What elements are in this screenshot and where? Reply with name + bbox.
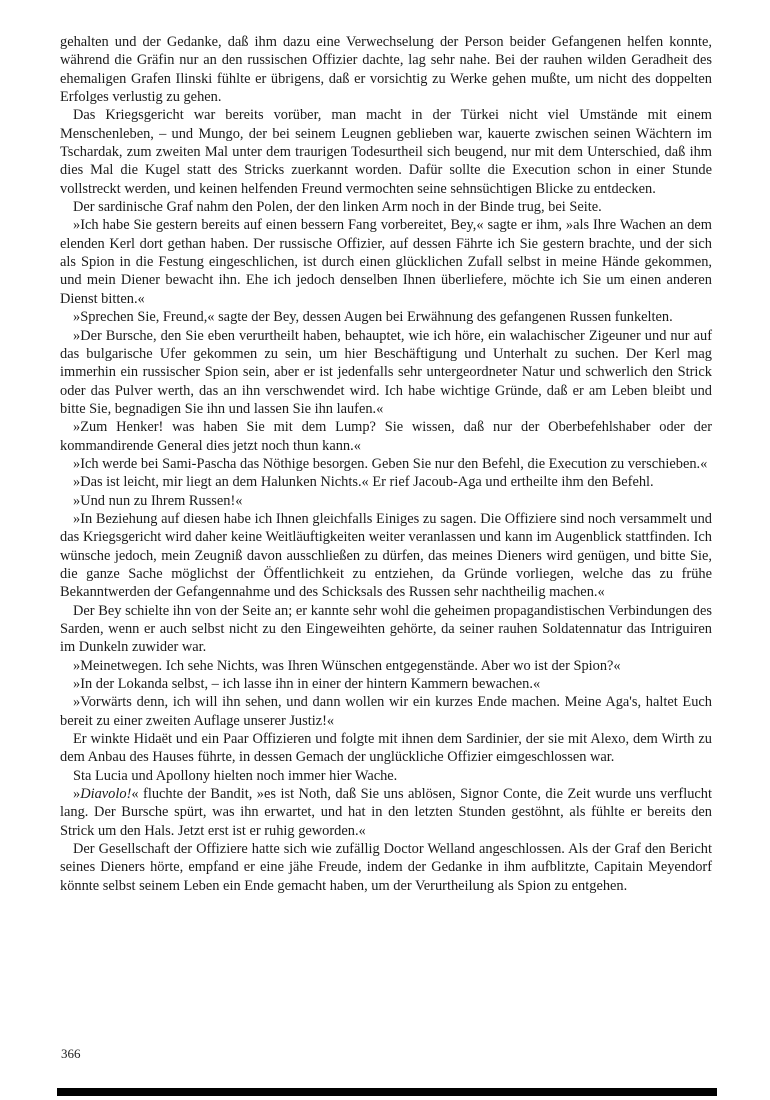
paragraph: »In Beziehung auf diesen habe ich Ihnen gleichfalls Einiges zu sagen. Die Offiziere sind noch versammelt und das Kriegsgericht wird daher keine Weitläuftigkeiten weiter veranlassen und kann im Augenblick stattfinden. Ich wünsche jedoch, mein Zeugniß davon ausschließen zu dürfen, das meines Dieners wird genügen, und bitte Sie, die ganze Sache möglichst der Öffentlichkeit zu entziehen, da Gründe vorliegen, welche das zu frühe Bekanntwerden der Gefangennahme und des Schicksals des Russen sehr nachtheilig machen.«	[60, 510, 712, 601]
paragraph: Der Bey schielte ihn von der Seite an; er kannte sehr wohl die geheimen propagandistischen Verbindungen des Sarden, wenn er auch selbst nicht zu den Eingeweihten gehörte, da seiner rauhen Soldatennatur das Intriguiren im Dunkeln zuwider war.	[60, 602, 712, 656]
paragraph: »Vorwärts denn, ich will ihn sehen, und dann wollen wir ein kurzes Ende machen. Meine Aga's, haltet Euch bereit zu einer zweiten Auflage unserer Justiz!«	[60, 694, 712, 729]
paragraph: »Das ist leicht, mir liegt an dem Halunken Nichts.« Er rief Jacoub-Aga und ertheilte ihm den Befehl.	[73, 474, 654, 491]
paragraph: Der sardinische Graf nahm den Polen, der den linken Arm noch in der Binde trug, bei Seite.	[73, 199, 602, 216]
paragraph: »Zum Henker! was haben Sie mit dem Lump? Sie wissen, daß nur der Oberbefehlshaber oder der kommandirende General dies jetzt noch thun kann.«	[60, 419, 712, 454]
paragraph: »Ich werde bei Sami-Pascha das Nöthige besorgen. Geben Sie nur den Befehl, die Execution zu verschieben.«	[73, 455, 708, 472]
paragraph-rest: « fluchte der Bandit, »es ist Noth, daß Sie uns ablösen, Signor Conte, die Zeit wurde uns verflucht lang. Der Bursche spürt, was ihn erwartet, und hat in den letzten Stunden gestöhnt, als fühlte er bereits den Strick um den Hals. Jetzt erst ist er ruhig geworden.«	[60, 786, 712, 839]
paragraph: »Der Bursche, den Sie eben verurtheilt haben, behauptet, wie ich höre, ein walachischer Zigeuner und nur auf das bulgarische Ufer gekommen zu sein, um hier Beschäftigung und Unterhalt zu suchen. Der Kerl mag immerhin ein russischer Spion sein, aber er ist jedenfalls sehr untergeordneter Natur und schwerlich den Strick oder das Pulver werth, das an ihn verschwendet wird. Ich habe wichtige Gründe, daß er am Leben bleibt und bitte Sie, begnadigen Sie ihn und lassen Sie ihn laufen.«	[60, 327, 712, 417]
paragraph: »Sprechen Sie, Freund,« sagte der Bey, dessen Augen bei Erwähnung des gefangenen Russen funkelten.	[73, 309, 673, 326]
italic-word: Diavolo!	[80, 786, 132, 803]
paragraph: »Und nun zu Ihrem Russen!«	[73, 492, 243, 509]
page-bottom-rule	[57, 1088, 717, 1096]
page-number: 366	[61, 1046, 81, 1061]
page-text	[60, 33, 712, 895]
paragraph: Er winkte Hidaët und ein Paar Offizieren und folgte mit ihnen dem Sardinier, der sie mit Alexo, dem Wirth zu dem Anbau des Hauses führte, in dessen Gemach der unglückliche Offizier eimgeschlossen war.	[60, 731, 712, 766]
paragraph: Der Gesellschaft der Offiziere hatte sich wie zufällig Doctor Welland angeschlossen. Als der Graf den Bericht seines Dieners hörte, empfand er eine jähe Freude, indem der Gedanke in ihm aufblitzte, Capitain Meyendorf könnte selbst seinem Leben ein Ende gemacht haben, um der Verurtheilung als Spion zu entgehen.	[60, 841, 712, 894]
paragraph: »Ich habe Sie gestern bereits auf einen bessern Fang vorbereitet, Bey,« sagte er ihm, »als Ihre Wachen an dem elenden Kerl dort gethan haben. Der russische Offizier, auf dessen Fährte ich Sie gestern brachte, und der sich als Spion in die Festung eingeschlichen, ist durch einen glücklichen Zufall selbst in meine Hände gekommen, und mein Diener bewacht ihn. Ehe ich jedoch denselben Ihnen überliefere, möchte ich Sie um einen anderen Dienst bitten.«	[60, 217, 712, 307]
paragraph: gehalten und der Gedanke, daß ihm dazu eine Verwechselung der Person beider Gefangenen helfen konnte, während die Gräfin nur an den russischen Offizier dachte, lag sehr nahe. Bei der rauhen wilden Geradheit des ehemaligen Grafen Ilinski fühlte er übrigens, daß er vorsichtig zu Werke gehen mußte, um nicht des doppelten Erfolges verlustig zu gehen.	[60, 34, 712, 106]
paragraph: »In der Lokanda selbst, – ich lasse ihn in einer der hintern Kammern bewachen.«	[73, 676, 541, 693]
paragraph	[60, 785, 712, 840]
paragraph: Das Kriegsgericht war bereits vorüber, man macht in der Türkei nicht viel Umstände mit einem Menschenleben, – und Mungo, der bei seinem Leugnen geblieben war, kauerte zwischen seinen Wächtern im Tschardak, zum zweiten Mal unter dem traurigen Todesurtheil sich beugend, nur mit dem Unterschied, daß ihm dies Mal die Kugel statt des Stricks zuerkannt worden. Dafür sollte die Execution schon in einer Stunde vollstreckt werden, und keinen helfenden Freund vermochten seine sehnsüchtigen Blicke zu entdecken.	[60, 107, 712, 197]
paragraph: Sta Lucia und Apollony hielten noch immer hier Wache.	[73, 767, 398, 784]
quote-open: »	[73, 786, 81, 803]
paragraph: »Meinetwegen. Ich sehe Nichts, was Ihren Wünschen entgegenstände. Aber wo ist der Spion?«	[73, 657, 621, 674]
